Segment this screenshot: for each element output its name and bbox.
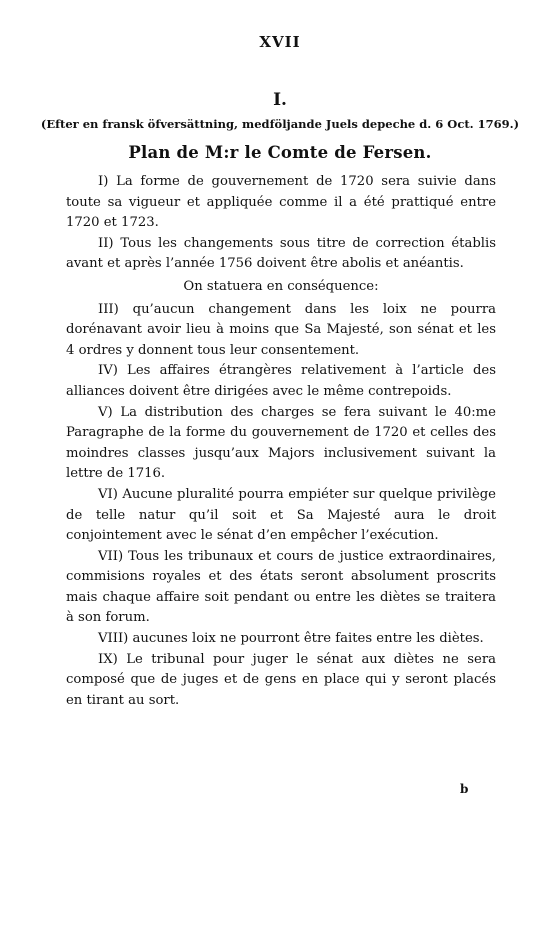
paragraph-5: V) La distribution des charges se fera suivant le 40:me Paragraphe de la forme du gouvernement de 1720 et celles des moindres classes jusqu’aux Majors inclusivement suivant la lettre de 1716. bbox=[66, 404, 496, 482]
paragraph-heading: On statuera en conséquence: bbox=[183, 278, 379, 294]
document-body bbox=[66, 172, 496, 711]
section-number: I. bbox=[273, 90, 287, 110]
paragraph-7: VII) Tous les tribunaux et cours de justice extraordinaires, commisions royales et des états seront absolument proscrits mais chaque affaire soit pendant ou entre les diètes se traitera à son forum. bbox=[66, 548, 496, 626]
paragraph-4: IV) Les affaires étrangères relativement à l’article des alliances doivent être dirigées avec le même contrepoids. bbox=[66, 363, 496, 399]
paragraph-6: VI) Aucune pluralité pourra empiéter sur quelque privilège de telle natur qu’il soit et Sa Majesté aura le droit conjointement avec le sénat d’en empêcher l’exécution. bbox=[66, 486, 496, 544]
paragraph-3: III) qu’aucun changement dans les loix ne pourra dorénavant avoir lieu à moins que Sa Majesté, son sénat et les 4 ordres y donnent tous leur consentement. bbox=[66, 301, 496, 358]
paragraph-8: VIII) aucunes loix ne pourront être faites entre les diètes. bbox=[98, 631, 484, 647]
signature-mark: b bbox=[460, 782, 469, 796]
source-note: (Efter en fransk öfversättning, medföljande Juels depeche d. 6 Oct. 1769.) bbox=[40, 117, 520, 131]
paragraph-1: I) La forme de gouvernement de 1720 sera suivie dans toute sa vigueur et appliquée comme il a été prattiqué entre 1720 et 1723. bbox=[66, 174, 496, 231]
page-number: XVII bbox=[259, 33, 301, 51]
paragraph-2: II) Tous les changements sous titre de correction établis avant et après l’année 1756 doivent être abolis et anéantis. bbox=[66, 235, 496, 272]
paragraph-9: IX) Le tribunal pour juger le sénat aux diètes ne sera composé que de juges et de gens en place qui y seront placés en tirant au sort. bbox=[66, 651, 496, 708]
document-title: Plan de M:r le Comte de Fersen. bbox=[128, 143, 432, 162]
